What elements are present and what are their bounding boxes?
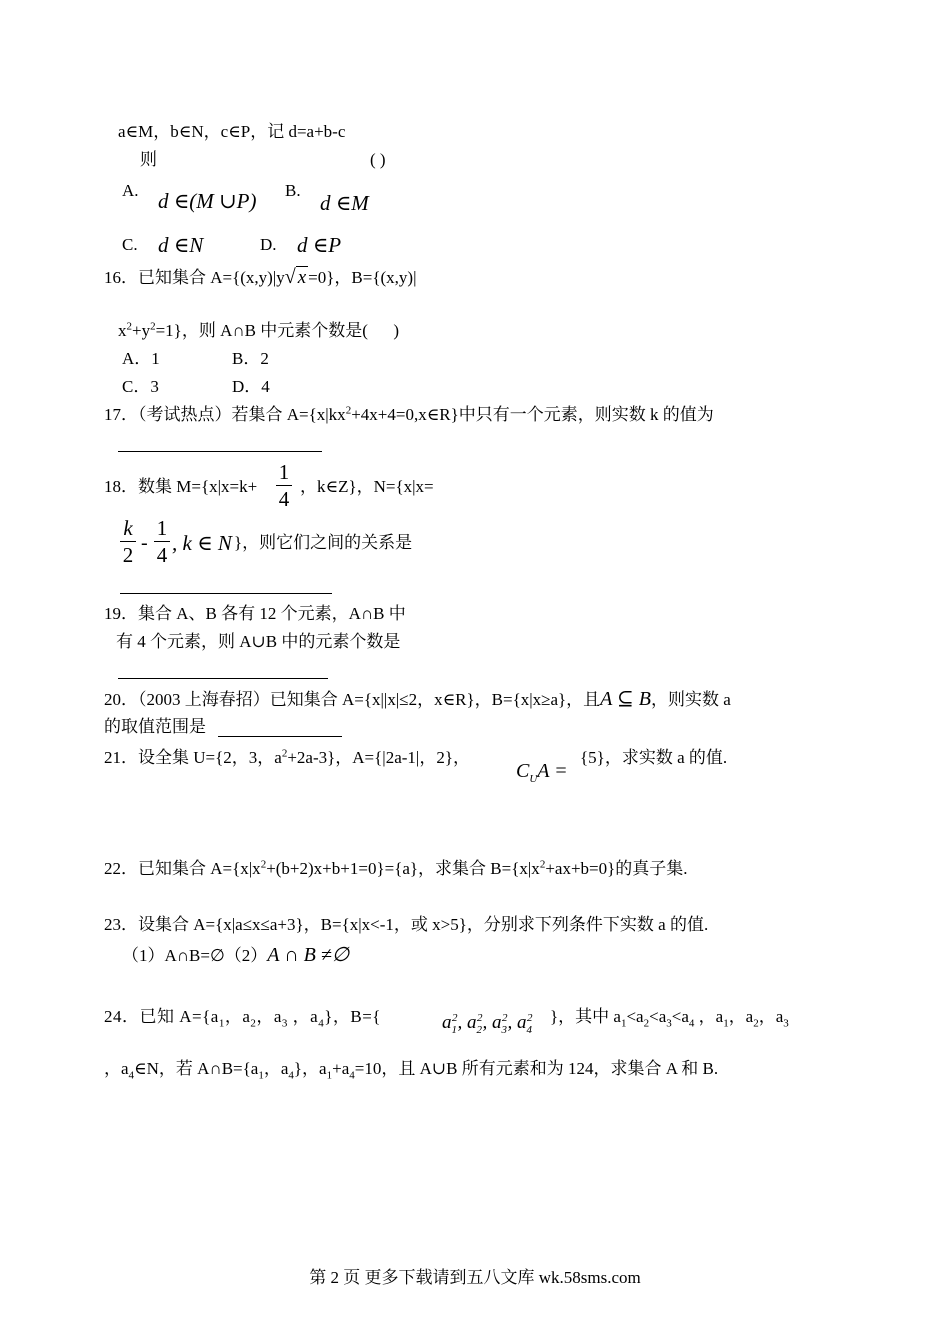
q20-line1: [104, 688, 731, 711]
q21-complement-a: A =: [537, 760, 568, 782]
q21-complement: [516, 760, 568, 785]
q20-math-subset: A ⊆ B: [600, 688, 652, 710]
q18-frac3-denominator: 4: [156, 543, 168, 567]
q15-option-b-label: B.: [285, 181, 301, 200]
q23-math-nonempty: A ∩ B ≠∅: [267, 944, 350, 966]
q18-frac3-numerator: 1: [156, 516, 168, 540]
q19-line1: 19．集合 A、B 各有 12 个元素，A∩B 中: [104, 604, 406, 623]
q16-text-a: 16．已知集合 A={(x,y)|y: [104, 268, 285, 287]
q21-line: 21．设全集 U={2，3，$a^2+2a-3$}，A={|2a-1|，2}，: [104, 747, 470, 767]
q16-line1: [104, 266, 416, 289]
q21-complement-c: C: [516, 760, 530, 782]
q17-text: 17．（考试热点）若集合 $A=\{x|kx^2+4x+4=0,x\in R\}$中只有一个元素，则实数 k 的值为: [104, 404, 714, 424]
fraction-bar: [154, 541, 170, 542]
q15-option-d-label: D.: [260, 235, 277, 254]
q18-line1-a: 18．数集 M={x|x=k+: [104, 477, 258, 496]
q16-sqrt-radicand: x: [297, 267, 307, 288]
q23-line2: [122, 944, 349, 967]
q24-set-b-squares: $a_1^2$, $a_2^2$, $a_3^2$, $a_4^2$: [442, 1011, 533, 1036]
q18-frac1-numerator: 1: [278, 460, 290, 484]
q20-text-a: 20．（2003 上海春招）已知集合 A={x||x|≤2，x∈R}，B={x|x≥a}，且: [104, 690, 601, 709]
q16-text-b: =0}，B={(x,y)|: [308, 268, 417, 287]
q24-line2: ，$a_4\in N$，若 $A\cap B=\{a_1$，$a_4$}，$a_1+a_4=10$，且 A∪B 所有元素和为 124，求集合 A 和 B.: [104, 1059, 719, 1082]
q20-answer-blank[interactable]: [218, 736, 342, 737]
q19-answer-blank[interactable]: [118, 678, 328, 679]
q15-option-c-label: C.: [122, 235, 138, 254]
q15-line2: 则: [140, 150, 157, 169]
q19-line2: 有 4 个元素，则 A∪B 中的元素个数是: [116, 632, 401, 651]
fraction-bar: [276, 485, 292, 486]
q15-option-b-expr: d ∈M: [320, 191, 369, 215]
q22-text: 22．已知集合 $A=\{x|x^2+(b+2)x+b+1=0\}=\{a\}$，求集合 $B=\{x|x^2+ax+b=0\}$的真子集.: [104, 858, 688, 878]
q18-line1-b: ，k∈Z}，N={x|x=: [300, 477, 434, 496]
q21-text-b: {5}，求实数 a 的值.: [580, 748, 728, 767]
q20-text-b: ，则实数 a: [651, 690, 731, 709]
page-footer: 第 2 页 更多下载请到五八文库 wk.58sms.com: [309, 1268, 641, 1287]
q18-minus: -: [141, 532, 148, 554]
q15-line1: a∈M，b∈N，c∈P，记 d=a+b-c: [118, 122, 346, 141]
q24-line1-a: 24．已知 $A=\{a_1$，$a_2$，$a_3$ ，$a_4$}，B={: [104, 1007, 381, 1030]
q15-option-a-label: A.: [122, 181, 139, 200]
q17-answer-blank[interactable]: [118, 451, 322, 452]
q18-fraction-2: [120, 516, 136, 567]
q23-line1: 23．设集合 A={x|a≤x≤a+3}，B={x|x<-1，或 x>5}，分别求下列条件下实数 a 的值.: [104, 915, 709, 934]
sqrt-symbol: √ x: [284, 266, 307, 288]
q18-fraction-1: [276, 460, 292, 511]
q24-line1-b: }，其中 $a_1<a_2<a_3<a_4$ ，$a_1$，$a_2$，$a_3$: [550, 1007, 789, 1030]
q23-text-a: （1）A∩B=∅（2）: [122, 946, 268, 965]
q16-option-b: B．2: [232, 349, 269, 368]
fraction-bar: [120, 541, 136, 542]
q18-fraction-3: [154, 516, 170, 567]
q15-option-d-expr: d ∈P: [297, 233, 342, 257]
q18-line2-b: }，则它们之间的关系是: [234, 533, 413, 552]
q21-complement-sub: U: [529, 773, 538, 785]
q18-frac2-numerator: k: [123, 516, 133, 540]
q18-frac2-denominator: 2: [122, 543, 134, 567]
q16-line2: $x^2+y^2=1$}，则 A∩B 中元素个数是( ): [118, 320, 400, 340]
q18-frac1-denominator: 4: [278, 487, 290, 511]
q16-option-d: D．4: [232, 377, 270, 396]
q18-answer-blank[interactable]: [120, 593, 332, 594]
q16-option-c: C．3: [122, 377, 159, 396]
q15-answer-paren: ( ): [370, 150, 386, 169]
q15-option-c-expr: d ∈N: [158, 233, 204, 257]
q18-line2-tail: , k ∈ N: [172, 531, 232, 555]
q16-option-a: A．1: [122, 349, 160, 368]
q15-option-a-expr: d ∈(M ∪P): [158, 189, 257, 213]
q20-line2: 的取值范围是: [104, 717, 206, 736]
